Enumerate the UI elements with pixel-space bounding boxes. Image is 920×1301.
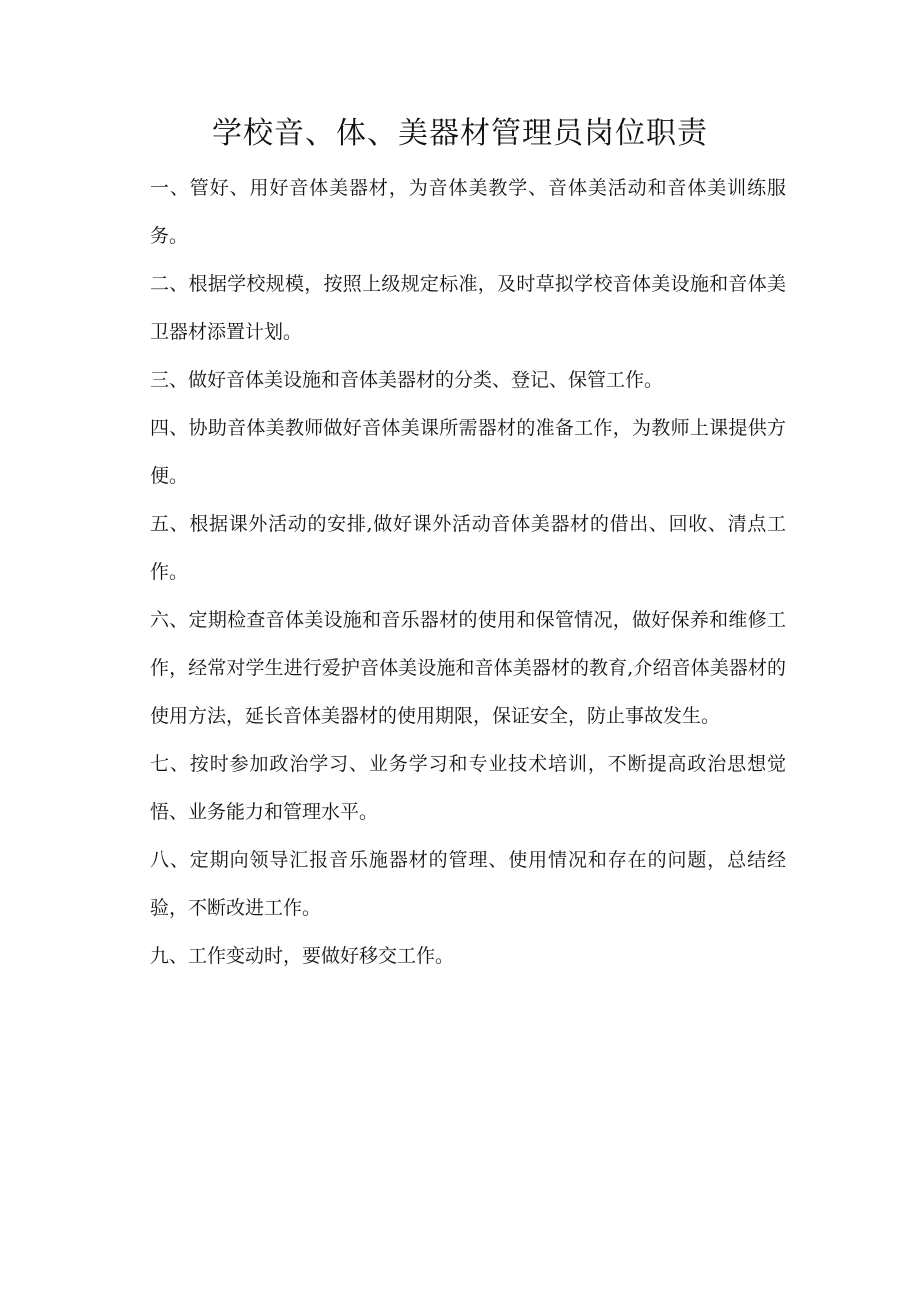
duty-item-3: 三、做好音体美设施和音体美器材的分类、登记、保管工作。 [150,369,664,391]
duty-item-8: 八、定期向领导汇报音乐施器材的管理、使用情况和存在的问题，总结经验，不断改进工作。 [150,849,786,919]
duty-item-9: 九、工作变动时，要做好移交工作。 [150,945,455,967]
duty-item-2: 二、根据学校规模，按照上级规定标准，及时草拟学校音体美设施和音体美卫器材添置计划。 [150,273,786,343]
duty-item-7: 七、按时参加政治学习、业务学习和专业技术培训，不断提高政治思想觉悟、业务能力和管理水平。 [150,753,786,823]
document-title: 学校音、体、美器材管理员岗位职责 [212,116,708,151]
duty-item-6: 六、定期检查音体美设施和音乐器材的使用和保管情况，做好保养和维修工作，经常对学生进行爱护音体美设施和音体美器材的教育,介绍音体美器材的使用方法，延长音体美器材的使用期限，保证安全，防止事故发生。 [150,609,786,727]
duty-list [150,164,786,980]
duty-item-1: 一、管好、用好音体美器材，为音体美教学、音体美活动和音体美训练服务。 [150,177,786,247]
duty-item-4: 四、协助音体美教师做好音体美课所需器材的准备工作，为教师上课提供方便。 [150,417,786,487]
duty-item-5: 五、根据课外活动的安排,做好课外活动音体美器材的借出、回收、清点工作。 [150,513,786,583]
